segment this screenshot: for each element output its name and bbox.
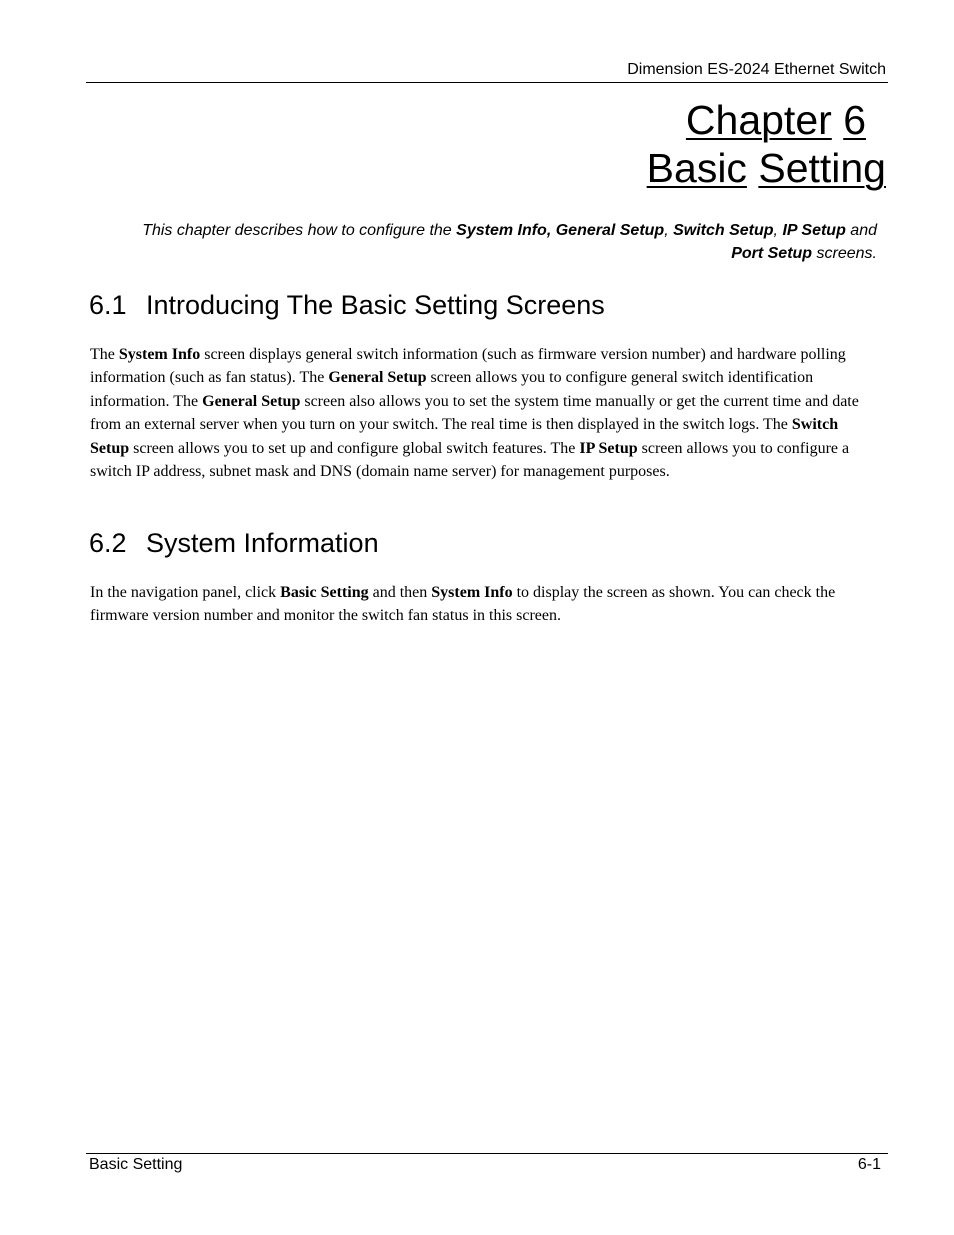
intro-bold-ip-setup: IP Setup bbox=[782, 222, 846, 239]
chapter-name-line bbox=[647, 144, 886, 192]
bold-general-setup: General Setup bbox=[328, 369, 427, 387]
intro-text: screens. bbox=[812, 245, 877, 262]
intro-text: , bbox=[773, 222, 783, 239]
paragraph-text: In the navigation panel, click bbox=[90, 584, 281, 601]
paragraph-text: The bbox=[90, 346, 119, 363]
intro-text: This chapter describes how to configure the bbox=[142, 222, 457, 239]
footer-chapter-name: Basic Setting bbox=[89, 1156, 183, 1173]
intro-text: and bbox=[845, 222, 877, 239]
bold-system-info: System Info bbox=[431, 584, 513, 601]
paragraph-text: screen allows you to set up and configure global switch features. The bbox=[129, 439, 580, 457]
chapter-name-word-1: Basic bbox=[646, 145, 747, 191]
section-6-2-paragraph bbox=[90, 581, 880, 628]
section-title: System Information bbox=[146, 528, 379, 558]
intro-bold-port-setup: Port Setup bbox=[731, 245, 813, 262]
running-header: Dimension ES-2024 Ethernet Switch bbox=[627, 61, 886, 78]
intro-text: , bbox=[664, 222, 674, 239]
section-number: 6.1 bbox=[89, 290, 127, 320]
page-number: 6-1 bbox=[857, 1156, 881, 1173]
chapter-number: 6 bbox=[843, 97, 866, 143]
bold-system-info: System Info bbox=[118, 346, 201, 363]
header-divider bbox=[86, 82, 888, 83]
paragraph-text: screen allows you to configure a switch IP address, subnet mask and DNS (domain name server) for management purposes. bbox=[90, 439, 850, 481]
intro-bold-system-info-general-setup: System Info, General Setup bbox=[456, 222, 665, 239]
section-heading-6-1 bbox=[89, 289, 605, 321]
footer-divider bbox=[86, 1153, 888, 1154]
chapter-title bbox=[647, 96, 886, 192]
paragraph-text: screen displays general switch information (such as firmware version number) and hardware polling information (such as fan status). The bbox=[90, 346, 846, 387]
bold-general-setup: General Setup bbox=[202, 392, 301, 410]
chapter-intro bbox=[120, 219, 877, 265]
intro-bold-switch-setup: Switch Setup bbox=[673, 222, 774, 239]
section-heading-6-2 bbox=[89, 527, 379, 559]
section-title: Introducing The Basic Setting Screens bbox=[146, 290, 605, 320]
bold-basic-setting: Basic Setting bbox=[280, 584, 369, 601]
paragraph-text: screen also allows you to set the system time manually or get the current time and date from an external server when you turn on your switch. The real time is then displayed in the switch logs. The bbox=[90, 392, 859, 434]
paragraph-text: to display the screen as shown. You can check the firmware version number and monitor the switch fan status in this screen. bbox=[90, 584, 836, 625]
section-number: 6.2 bbox=[89, 528, 127, 558]
paragraph-text: screen allows you to configure general switch identification information. The bbox=[90, 369, 814, 410]
section-6-1-paragraph bbox=[90, 343, 880, 483]
chapter-name-word-2: Setting bbox=[758, 145, 886, 191]
bold-ip-setup: IP Setup bbox=[579, 439, 638, 457]
chapter-number-line bbox=[647, 96, 886, 144]
chapter-word: Chapter bbox=[685, 97, 832, 143]
bold-switch-setup: Switch Setup bbox=[90, 416, 839, 457]
paragraph-text: and then bbox=[368, 584, 432, 601]
